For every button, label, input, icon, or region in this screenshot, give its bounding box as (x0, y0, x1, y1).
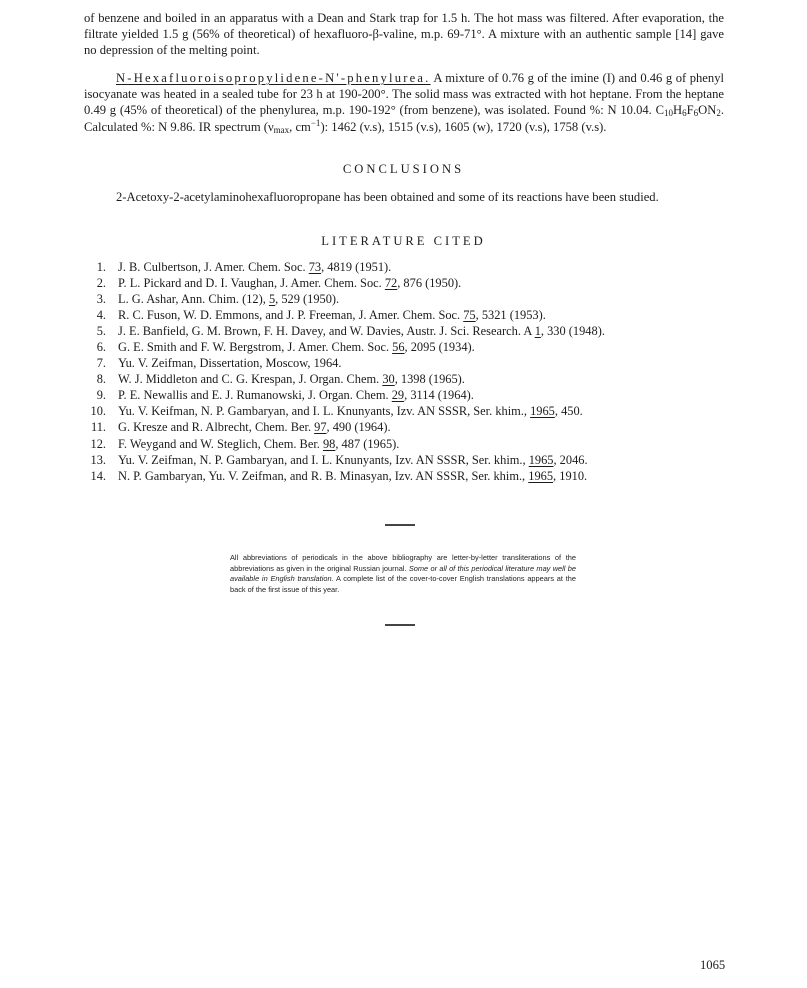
conclusions-paragraph (84, 189, 724, 205)
reference-number: 7. (96, 356, 106, 371)
reference-text: , 5321 (1953). (475, 308, 546, 323)
section-divider (385, 624, 415, 626)
note-italic-text: Some or all of this periodical literature may well be available in English translation. (230, 563, 576, 584)
reference-volume: 1 (534, 324, 541, 339)
reference-volume: 75 (463, 308, 476, 323)
reference-list (84, 259, 744, 484)
reference-text: , 3114 (1964). (404, 388, 474, 403)
reference-number: 2. (96, 276, 106, 291)
paragraph-phenylurea (84, 70, 724, 135)
reference-text: Yu. V. Keifman, N. P. Gambaryan, and I. L. Knunyants, Izv. AN SSSR, Ser. khim., (118, 404, 531, 419)
note-text: All abbreviations of periodicals in the above bibliography are letter-by-letter transliterations of the abbreviations as given in the original Russian journal. (230, 553, 576, 573)
reference-text: , 1398 (1965). (394, 372, 465, 387)
literature-heading: LITERATURE CITED (321, 234, 486, 248)
reference-number: 5. (96, 324, 106, 339)
formula-element: ON (698, 103, 717, 118)
bibliography-note (230, 553, 576, 595)
reference-item (84, 419, 744, 435)
reference-item (84, 436, 744, 452)
reference-text: , 2046. (553, 452, 588, 467)
reference-item (84, 371, 744, 387)
reference-volume: 73 (308, 260, 322, 274)
reference-text: J. B. Culbertson, J. Amer. Chem. Soc. (118, 260, 309, 274)
reference-text: J. E. Banfield, G. M. Brown, F. H. Davey, and W. Davies, Austr. J. Sci. Research. A (118, 324, 535, 339)
reference-number: 3. (96, 292, 106, 307)
reference-item (84, 339, 744, 355)
nu-max-subscript: max (273, 124, 290, 135)
reference-text: , 330 (1948). (540, 324, 605, 339)
reference-text: Yu. V. Zeifman, N. P. Gambaryan, and I. L. Knunyants, Izv. AN SSSR, Ser. khim., (118, 452, 529, 467)
reference-text: N. P. Gambaryan, Yu. V. Zeifman, and R. B. Minasyan, Izv. AN SSSR, Ser. khim., (118, 468, 529, 483)
reference-text: , 4819 (1951). (321, 260, 392, 274)
reference-text: , 450. (554, 404, 583, 419)
formula-subscript: 2 (716, 108, 721, 119)
reference-item (84, 307, 744, 323)
reference-number: 9. (96, 388, 106, 403)
reference-volume: 1965 (530, 404, 555, 419)
reference-number: 13. (90, 452, 106, 467)
conclusions-heading: CONCLUSIONS (342, 162, 465, 176)
reference-number: 14. (90, 468, 106, 483)
paragraph-body: . Calculated %: N 9.86. IR spectrum (ν (84, 103, 724, 134)
reference-volume: 98 (322, 436, 336, 451)
reference-number: 6. (96, 340, 106, 355)
paragraph-text: of benzene and boiled in an apparatus with a Dean and Stark trap for 1.5 h. The hot mass was filtered. After evaporation, the filtrate yielded 1.5 g (56% of theoretical) of hexafluoro-β-valine, m.p. 69-71°. A mixture with an authentic sample [14] gave no depression of the melting point. (84, 11, 724, 58)
reference-volume: 29 (391, 388, 405, 403)
reference-text: W. J. Middleton and C. G. Krespan, J. Organ. Chem. (118, 372, 383, 387)
reference-text: G. Kresze and R. Albrecht, Chem. Ber. (118, 420, 315, 435)
reference-text: L. G. Ashar, Ann. Chim. (12), (118, 292, 269, 307)
note-text: A complete list of the cover-to-cover English translations appears at the back of the first issue of this year. (230, 574, 576, 594)
paragraph-body: ): 1462 (v.s), 1515 (v.s), 1605 (w), 1720 (v.s), 1758 (v.s). (320, 119, 607, 134)
reference-item (84, 452, 744, 468)
reference-number: 8. (96, 372, 106, 387)
reference-text: , 490 (1964). (326, 420, 391, 435)
reference-text: , 487 (1965). (335, 436, 400, 451)
reference-volume: 5 (268, 292, 276, 307)
paragraph-body: , cm (289, 119, 311, 134)
reference-number: 1. (96, 260, 106, 274)
reference-item (84, 387, 744, 403)
reference-text: , 876 (1950). (397, 276, 462, 291)
paragraph-body: A mixture of 0.76 g of the imine (I) and 0.46 g of phenyl isocyanate was heated in a sealed tube for 23 h at 190-200°. The solid mass was extracted with hot heptane. From the heptane 0.49 g (45% of theoretical) of the phenylurea, m.p. 190-192° (from benzene), was isolated. Found %: N 10.04. C (84, 71, 724, 118)
reference-text: R. C. Fuson, W. D. Emmons, and J. P. Freeman, J. Amer. Chem. Soc. (118, 308, 464, 323)
reference-volume: 97 (314, 420, 327, 435)
conclusions-text: 2-Acetoxy-2-acetylaminohexafluoropropane has been obtained and some of its reactions have been studied. (116, 190, 659, 204)
formula-subscript: 6 (682, 108, 687, 119)
reference-item (84, 259, 744, 275)
formula-subscript: 6 (693, 108, 699, 119)
reference-number: 4. (96, 308, 106, 323)
reference-item (84, 275, 744, 291)
formula-subscript: 10 (664, 108, 674, 119)
reference-number: 11. (90, 420, 106, 435)
reference-number: 12. (90, 436, 106, 451)
formula-element: H (673, 103, 683, 118)
reference-text: G. E. Smith and F. W. Bergstrom, J. Amer. Chem. Soc. (118, 340, 393, 355)
cm-superscript: −1 (310, 117, 321, 128)
reference-volume: 56 (392, 340, 405, 355)
reference-item (84, 355, 744, 371)
paragraph-experimental-end (84, 10, 724, 59)
reference-number: 10. (90, 404, 106, 419)
reference-item (84, 323, 744, 339)
reference-volume: 72 (384, 276, 398, 291)
reference-text: P. L. Pickard and D. I. Vaughan, J. Amer. Chem. Soc. (118, 276, 385, 291)
reference-item (84, 291, 744, 307)
reference-text: , 1910. (553, 468, 588, 483)
formula-element: F (686, 103, 694, 118)
reference-text: P. E. Newallis and E. J. Rumanowski, J. Organ. Chem. (118, 388, 392, 403)
reference-text: Yu. V. Zeifman, Dissertation, Moscow, 1964. (118, 356, 342, 371)
reference-volume: 1965 (528, 452, 554, 467)
section-divider (385, 524, 415, 526)
reference-text: , 2095 (1934). (404, 340, 475, 355)
reference-text: F. Weygand and W. Steglich, Chem. Ber. (118, 436, 323, 451)
reference-volume: 30 (382, 372, 395, 387)
reference-item (84, 403, 744, 419)
reference-volume: 1965 (528, 468, 554, 483)
reference-item (84, 468, 744, 484)
reference-text: , 529 (1950). (275, 292, 340, 307)
page-number: 1065 (700, 958, 726, 972)
compound-title: N-Hexafluoroisopropylidene-N'-phenylurea. (116, 71, 431, 85)
